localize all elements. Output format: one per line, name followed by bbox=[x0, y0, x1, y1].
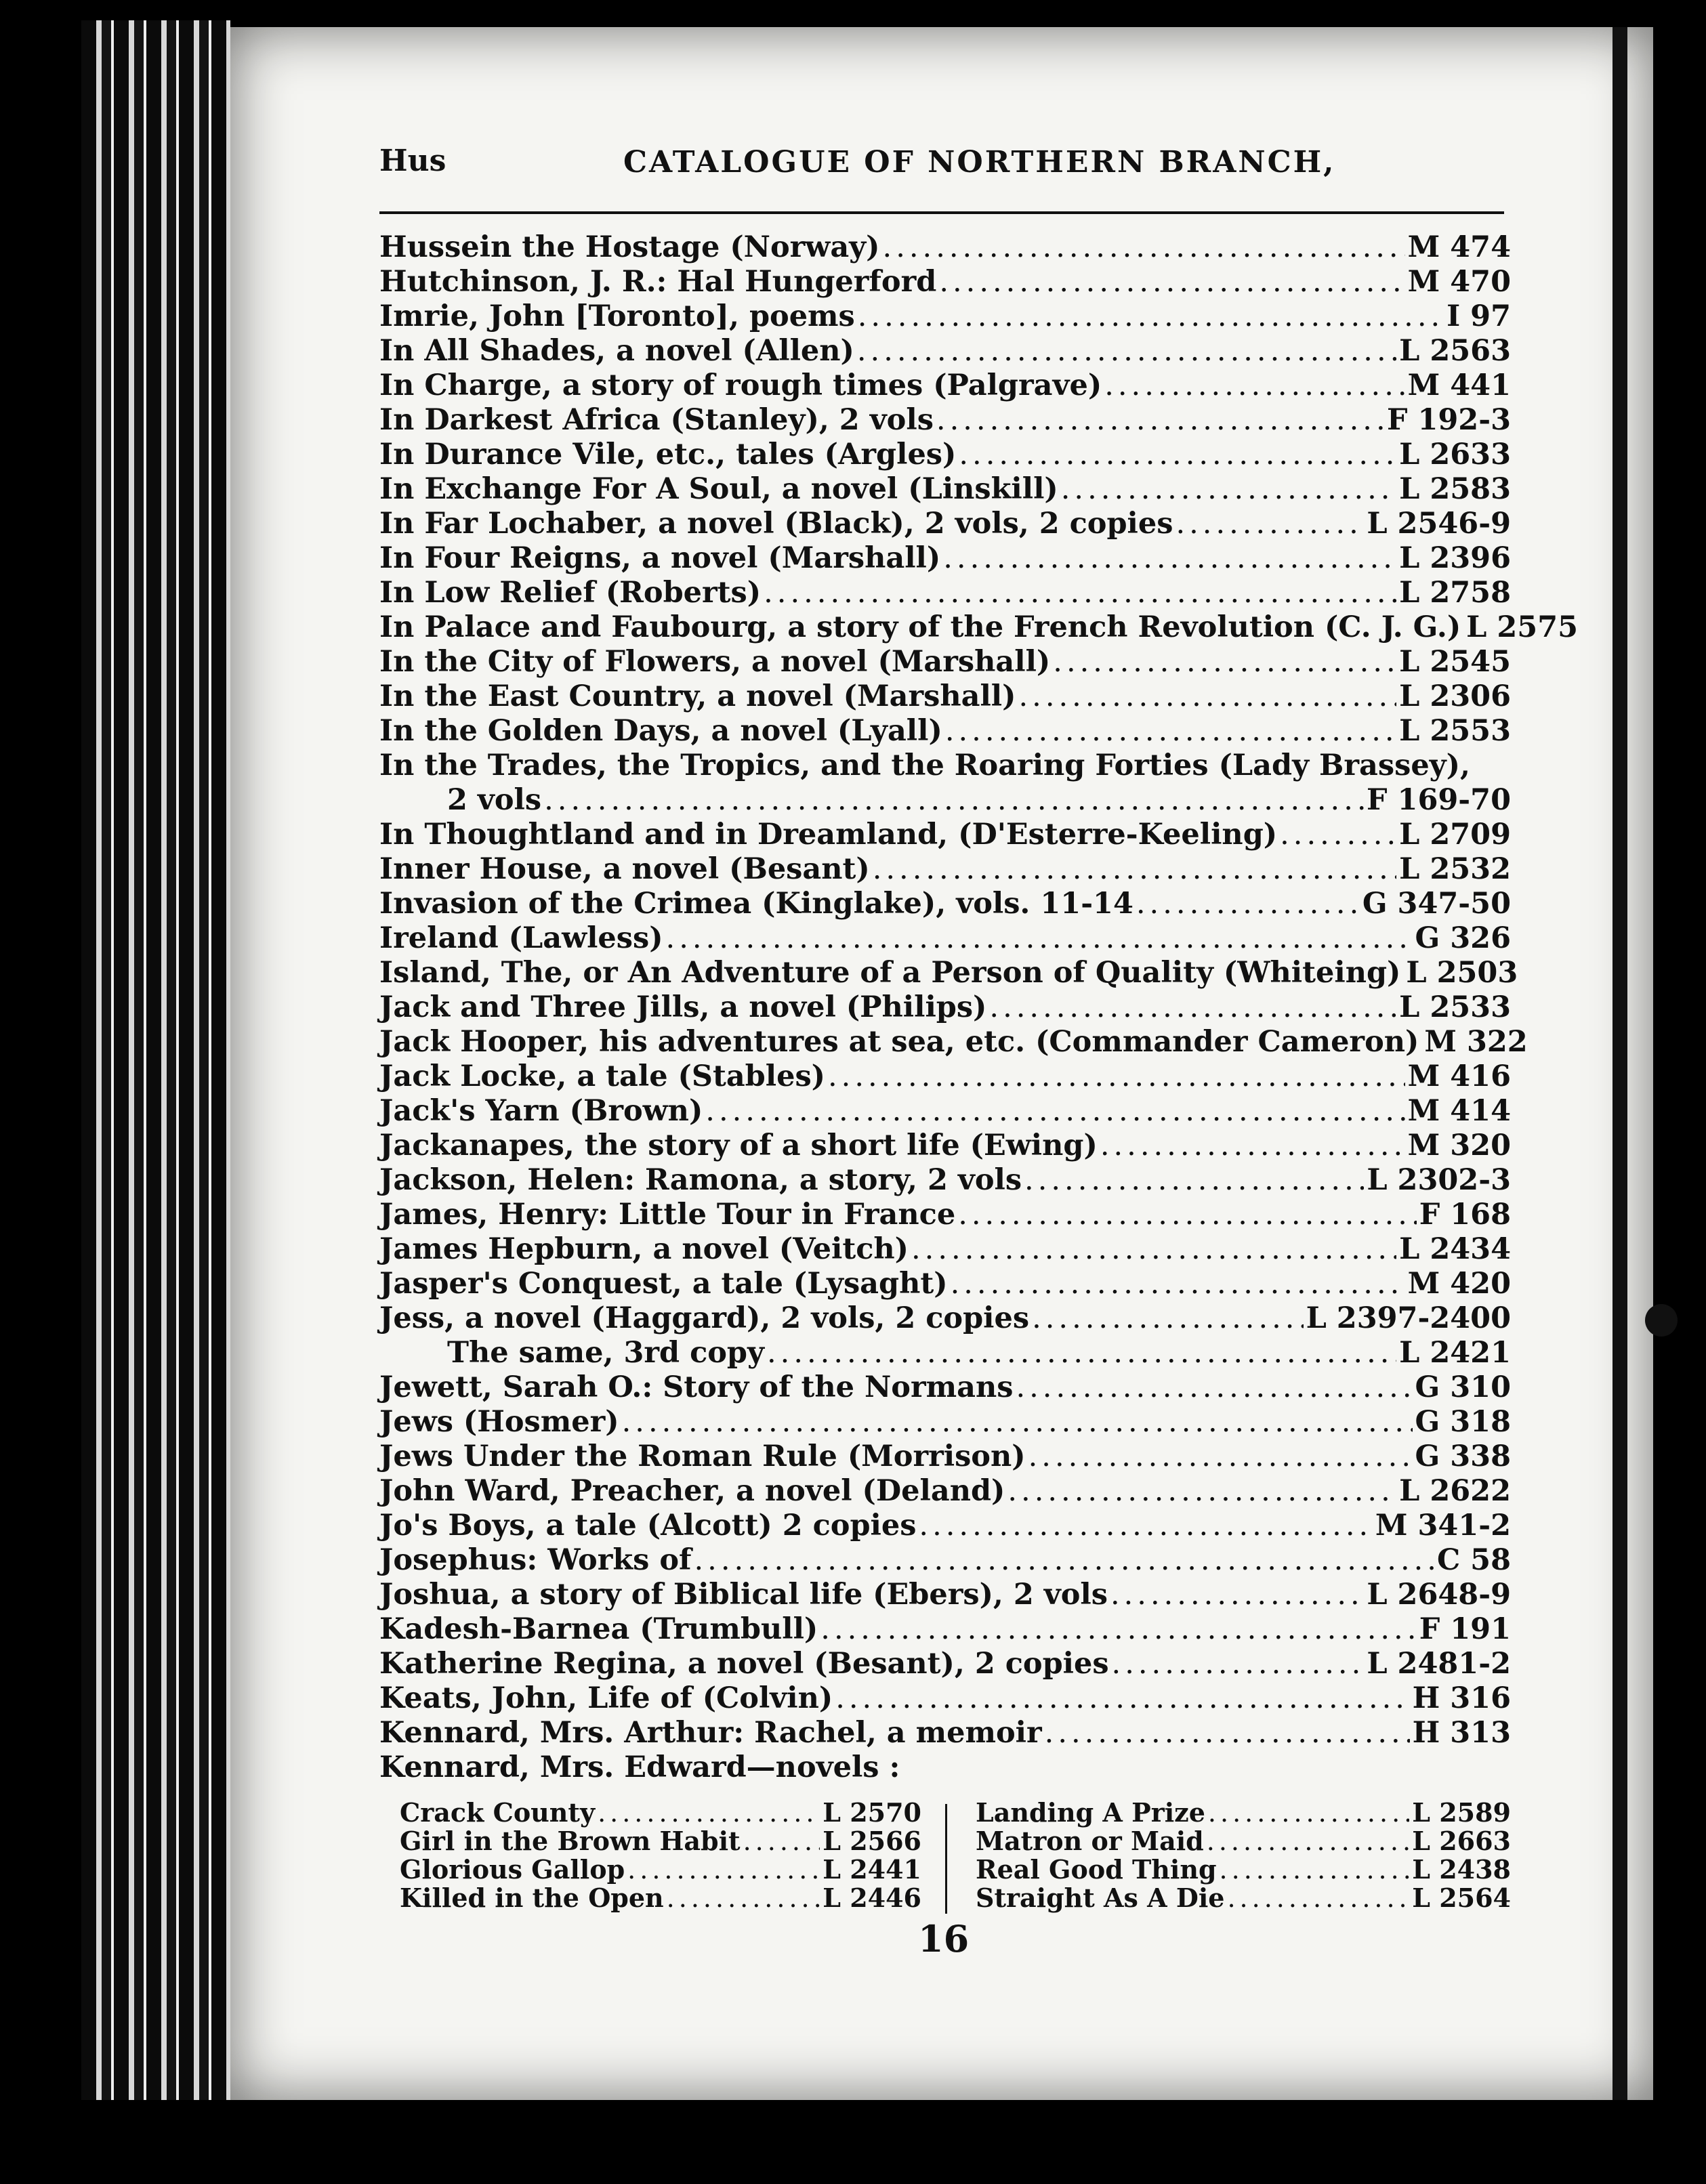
page-title: CATALOGUE OF NORTHERN BRANCH, bbox=[623, 145, 1336, 180]
header-divider bbox=[379, 211, 1504, 214]
dot-leader bbox=[911, 1232, 1396, 1267]
dot-leader bbox=[1280, 818, 1396, 852]
call-number: L 2622 bbox=[1399, 1474, 1511, 1508]
entry-title: Hussein the Hostage (Norway) bbox=[379, 230, 880, 264]
entry-title: James, Henry: Little Tour in France bbox=[379, 1198, 956, 1232]
entry-title: Katherine Regina, a novel (Besant), 2 copies bbox=[379, 1647, 1109, 1681]
dot-leader bbox=[959, 438, 1396, 472]
wrapped-entry-line-2 bbox=[379, 783, 1511, 818]
catalogue-entry bbox=[379, 610, 1579, 645]
call-number: G 318 bbox=[1415, 1405, 1511, 1439]
call-number: L 2709 bbox=[1399, 818, 1511, 852]
call-number: F 192-3 bbox=[1386, 403, 1511, 437]
entry-title: Joshua, a story of Biblical life (Ebers), 2 vols bbox=[379, 1578, 1108, 1612]
catalogue-entry bbox=[379, 230, 1511, 265]
dot-leader bbox=[705, 1094, 1405, 1129]
dot-leader bbox=[919, 1509, 1372, 1543]
entry-title: James Hepburn, a novel (Veitch) bbox=[379, 1232, 909, 1266]
entry-title: In the East Country, a novel (Marshall) bbox=[379, 679, 1016, 713]
catalogue-entry bbox=[379, 1405, 1511, 1440]
entry-title: Hutchinson, J. R.: Hal Hungerford bbox=[379, 265, 937, 299]
guide-word: Hus bbox=[379, 144, 446, 178]
dot-leader bbox=[1110, 1578, 1364, 1612]
dot-leader bbox=[1104, 369, 1405, 403]
catalogue-entry bbox=[400, 1855, 921, 1884]
call-number: M 322 bbox=[1424, 1025, 1528, 1059]
dot-leader bbox=[666, 921, 1413, 956]
entry-title: Jackson, Helen: Ramona, a story, 2 vols bbox=[379, 1163, 1022, 1197]
dot-leader bbox=[743, 1827, 820, 1855]
catalogue-entry bbox=[379, 1301, 1511, 1336]
entry-title: Jack Locke, a tale (Stables) bbox=[379, 1059, 825, 1093]
call-number: H 313 bbox=[1412, 1716, 1511, 1750]
dot-leader bbox=[627, 1855, 820, 1884]
catalogue-entry bbox=[379, 852, 1511, 887]
entry-title: Jasper's Conquest, a tale (Lysaght) bbox=[379, 1267, 948, 1301]
catalogue-entry bbox=[976, 1827, 1511, 1855]
call-number: L 2583 bbox=[1399, 472, 1511, 506]
catalogue-entry bbox=[379, 887, 1511, 921]
entry-title: Jews (Hosmer) bbox=[379, 1405, 619, 1439]
catalogue-entry bbox=[379, 679, 1511, 714]
dot-leader bbox=[1032, 1301, 1303, 1336]
dot-leader bbox=[873, 852, 1396, 887]
entry-title: Inner House, a novel (Besant) bbox=[379, 852, 870, 886]
dot-leader bbox=[1136, 887, 1360, 921]
catalogue-entry bbox=[379, 1163, 1511, 1198]
call-number: M 416 bbox=[1407, 1059, 1511, 1093]
catalogue-entry bbox=[379, 1025, 1528, 1059]
dot-leader bbox=[1028, 1440, 1413, 1474]
dot-leader bbox=[1112, 1647, 1365, 1681]
entry-title: Jews Under the Roman Rule (Morrison) bbox=[379, 1440, 1026, 1473]
call-number: M 320 bbox=[1407, 1129, 1511, 1162]
call-number: L 2533 bbox=[1399, 990, 1511, 1024]
kennard-novels-right-column bbox=[976, 1799, 1511, 1912]
catalogue-entry bbox=[379, 1612, 1511, 1647]
entry-title: In Palace and Faubourg, a story of the French Revolution (C. J. G.) bbox=[379, 610, 1461, 644]
dot-leader bbox=[1061, 472, 1396, 507]
call-number: L 2446 bbox=[823, 1883, 921, 1913]
catalogue-entry bbox=[400, 1827, 921, 1855]
page-number: 16 bbox=[918, 1917, 970, 1960]
entry-title: Jack's Yarn (Brown) bbox=[379, 1094, 703, 1128]
entry-title: John Ward, Preacher, a novel (Deland) bbox=[379, 1474, 1005, 1508]
dot-leader bbox=[622, 1405, 1413, 1440]
catalogue-entry bbox=[379, 921, 1511, 956]
call-number: M 341-2 bbox=[1375, 1509, 1511, 1542]
catalogue-entry bbox=[379, 1509, 1511, 1543]
entry-title: Kadesh-Barnea (Trumbull) bbox=[379, 1612, 818, 1646]
dot-leader bbox=[835, 1681, 1409, 1716]
entry-title: Matron or Maid bbox=[976, 1826, 1204, 1856]
column-divider bbox=[945, 1804, 947, 1914]
entry-title: Glorious Gallop bbox=[400, 1854, 625, 1885]
catalogue-entry bbox=[379, 472, 1511, 507]
call-number: L 2434 bbox=[1399, 1232, 1511, 1266]
entry-title: Real Good Thing bbox=[976, 1854, 1217, 1885]
wrapped-entry-line-1: In the Trades, the Tropics, and the Roaring Forties (Lady Brassey), bbox=[379, 749, 1470, 782]
dot-leader bbox=[667, 1884, 820, 1912]
entry-list-2 bbox=[379, 818, 1528, 1750]
entry-title: Island, The, or An Adventure of a Person of Quality (Whiteing) bbox=[379, 956, 1401, 990]
dot-leader bbox=[820, 1612, 1416, 1647]
entry-title: In Far Lochaber, a novel (Black), 2 vols, 2 copies bbox=[379, 507, 1173, 541]
catalogue-entry bbox=[976, 1855, 1511, 1884]
catalogue-entry bbox=[379, 507, 1511, 541]
entry-title: In Charge, a story of rough times (Palgrave) bbox=[379, 369, 1102, 402]
catalogue-entry bbox=[379, 1543, 1511, 1578]
entry-title: Landing A Prize bbox=[976, 1797, 1205, 1828]
dot-leader bbox=[767, 1336, 1396, 1370]
catalogue-entry bbox=[379, 265, 1511, 299]
call-number: F 169-70 bbox=[1367, 783, 1511, 817]
catalogue-entry bbox=[379, 1716, 1511, 1750]
catalogue-entries bbox=[379, 230, 1579, 1785]
call-number: F 191 bbox=[1419, 1612, 1511, 1646]
catalogue-entry bbox=[379, 369, 1511, 403]
entry-title: In Exchange For A Soul, a novel (Linskill) bbox=[379, 472, 1058, 506]
call-number: G 347-50 bbox=[1362, 887, 1511, 921]
call-number: I 97 bbox=[1447, 299, 1511, 333]
entry-title: In the City of Flowers, a novel (Marshall) bbox=[379, 645, 1051, 679]
entry-title: Jack and Three Jills, a novel (Philips) bbox=[379, 990, 987, 1024]
entry-title: The same, 3rd copy bbox=[447, 1336, 764, 1370]
catalogue-entry bbox=[379, 645, 1511, 679]
dot-leader bbox=[694, 1543, 1434, 1578]
kennard-novels-left-column bbox=[400, 1799, 921, 1912]
dot-leader bbox=[858, 299, 1444, 334]
catalogue-entry bbox=[379, 1336, 1511, 1370]
dot-leader bbox=[857, 334, 1396, 369]
dot-leader bbox=[883, 230, 1405, 265]
call-number: H 316 bbox=[1412, 1681, 1511, 1715]
entry-title: In Low Relief (Roberts) bbox=[379, 576, 762, 610]
dot-leader bbox=[764, 576, 1396, 610]
book-spine-edge bbox=[81, 20, 230, 2100]
dot-leader bbox=[1018, 679, 1396, 714]
catalogue-entry bbox=[379, 438, 1511, 472]
entry-title: Imrie, John [Toronto], poems bbox=[379, 299, 855, 333]
kennard-novels bbox=[400, 1799, 1511, 1920]
dot-leader bbox=[936, 403, 1384, 438]
catalogue-entry bbox=[379, 1370, 1511, 1405]
call-number: C 58 bbox=[1436, 1543, 1511, 1577]
call-number: L 2421 bbox=[1399, 1336, 1511, 1370]
call-number: L 2570 bbox=[823, 1797, 921, 1828]
call-number: L 2503 bbox=[1406, 956, 1518, 990]
dot-leader bbox=[945, 714, 1396, 749]
dot-leader bbox=[1176, 507, 1364, 541]
call-number: F 168 bbox=[1419, 1198, 1511, 1232]
call-number: M 470 bbox=[1407, 265, 1511, 299]
catalogue-entry bbox=[379, 1129, 1511, 1163]
dot-leader bbox=[1207, 1827, 1410, 1855]
dot-leader bbox=[943, 541, 1396, 576]
catalogue-entry bbox=[400, 1884, 921, 1912]
dot-leader bbox=[989, 990, 1396, 1025]
dot-leader bbox=[939, 265, 1405, 299]
catalogue-entry bbox=[379, 1094, 1511, 1129]
call-number: L 2302-3 bbox=[1367, 1163, 1511, 1197]
dot-leader bbox=[1016, 1370, 1412, 1405]
ink-blot bbox=[1645, 1304, 1678, 1337]
entry-title: Jo's Boys, a tale (Alcott) 2 copies bbox=[379, 1509, 917, 1542]
call-number: M 441 bbox=[1407, 369, 1511, 402]
entry-title: Keats, John, Life of (Colvin) bbox=[379, 1681, 833, 1715]
call-number: M 474 bbox=[1407, 230, 1511, 264]
dot-leader bbox=[958, 1198, 1417, 1232]
call-number: L 2397-2400 bbox=[1306, 1301, 1511, 1335]
catalogue-entry bbox=[379, 1267, 1511, 1301]
call-number: L 2441 bbox=[823, 1854, 921, 1885]
entry-title: In All Shades, a novel (Allen) bbox=[379, 334, 854, 368]
entry-list-1 bbox=[379, 230, 1579, 749]
call-number: L 2575 bbox=[1466, 610, 1579, 644]
catalogue-entry bbox=[379, 1198, 1511, 1232]
catalogue-entry bbox=[379, 334, 1511, 369]
call-number: L 2648-9 bbox=[1367, 1578, 1511, 1612]
entry-title: Invasion of the Crimea (Kinglake), vols. 11-14 bbox=[379, 887, 1133, 921]
dot-leader bbox=[598, 1799, 820, 1827]
entry-title: Jack Hooper, his adventures at sea, etc. (Commander Cameron) bbox=[379, 1025, 1419, 1059]
dot-leader bbox=[1053, 645, 1396, 679]
dot-leader bbox=[1208, 1799, 1409, 1827]
entry-title: Crack County bbox=[400, 1797, 596, 1828]
entry-title: Josephus: Works of bbox=[379, 1543, 692, 1577]
kennard-heading: Kennard, Mrs. Edward—novels : bbox=[379, 1750, 900, 1784]
entry-title: Jackanapes, the story of a short life (Ewing) bbox=[379, 1129, 1098, 1162]
page-edge-rule bbox=[1613, 27, 1627, 2100]
dot-leader bbox=[1220, 1855, 1410, 1884]
catalogue-entry bbox=[976, 1799, 1511, 1827]
call-number: L 2563 bbox=[1399, 334, 1511, 368]
call-number: L 2438 bbox=[1412, 1854, 1511, 1885]
call-number: M 420 bbox=[1407, 1267, 1511, 1301]
catalogue-entry bbox=[400, 1799, 921, 1827]
dot-leader bbox=[544, 783, 1364, 818]
catalogue-entry bbox=[379, 1232, 1511, 1267]
call-number: G 310 bbox=[1415, 1370, 1511, 1404]
call-number: L 2396 bbox=[1399, 541, 1511, 575]
dot-leader bbox=[951, 1267, 1405, 1301]
catalogue-entry bbox=[379, 818, 1511, 852]
entry-title: In the Golden Days, a novel (Lyall) bbox=[379, 714, 942, 748]
entry-title: In Four Reigns, a novel (Marshall) bbox=[379, 541, 941, 575]
call-number: L 2633 bbox=[1399, 438, 1511, 471]
entry-title: Killed in the Open bbox=[400, 1883, 664, 1913]
dot-leader bbox=[1100, 1129, 1405, 1163]
catalogue-entry bbox=[379, 1440, 1511, 1474]
page-header bbox=[379, 135, 1504, 183]
dot-leader bbox=[828, 1059, 1405, 1094]
entry-title: In Darkest Africa (Stanley), 2 vols bbox=[379, 403, 934, 437]
call-number: M 414 bbox=[1407, 1094, 1511, 1128]
catalogue-entry bbox=[379, 576, 1511, 610]
call-number: L 2481-2 bbox=[1367, 1647, 1511, 1681]
call-number: L 2663 bbox=[1412, 1826, 1511, 1856]
entry-title: Girl in the Brown Habit bbox=[400, 1826, 741, 1856]
entry-title: Ireland (Lawless) bbox=[379, 921, 663, 955]
catalogue-entry bbox=[379, 956, 1518, 990]
entry-title: Kennard, Mrs. Arthur: Rachel, a memoir bbox=[379, 1716, 1042, 1750]
entry-title: In Thoughtland and in Dreamland, (D'Esterre-Keeling) bbox=[379, 818, 1278, 852]
catalogue-entry bbox=[379, 714, 1511, 749]
entry-title: Jewett, Sarah O.: Story of the Normans bbox=[379, 1370, 1014, 1404]
entry-title: Straight As A Die bbox=[976, 1883, 1225, 1913]
catalogue-entry bbox=[379, 299, 1511, 334]
entry-title: 2 vols bbox=[447, 783, 542, 817]
catalogue-entry bbox=[976, 1884, 1511, 1912]
catalogue-entry bbox=[379, 1474, 1511, 1509]
call-number: L 2306 bbox=[1399, 679, 1511, 713]
catalogue-entry bbox=[379, 541, 1511, 576]
call-number: L 2532 bbox=[1399, 852, 1511, 886]
catalogue-entry bbox=[379, 1059, 1511, 1094]
call-number: L 2566 bbox=[823, 1826, 921, 1856]
call-number: L 2589 bbox=[1412, 1797, 1511, 1828]
entry-title: Jess, a novel (Haggard), 2 vols, 2 copies bbox=[379, 1301, 1030, 1335]
catalogue-entry bbox=[379, 403, 1511, 438]
call-number: L 2553 bbox=[1399, 714, 1511, 748]
catalogue-entry bbox=[379, 1681, 1511, 1716]
entry-title: In Durance Vile, etc., tales (Argles) bbox=[379, 438, 957, 471]
dot-leader bbox=[1045, 1716, 1410, 1750]
catalogue-entry bbox=[379, 1647, 1511, 1681]
dot-leader bbox=[1024, 1163, 1364, 1198]
call-number: L 2564 bbox=[1412, 1883, 1511, 1913]
call-number: L 2758 bbox=[1399, 576, 1511, 610]
call-number: G 338 bbox=[1415, 1440, 1511, 1473]
dot-leader bbox=[1007, 1474, 1396, 1509]
call-number: G 326 bbox=[1415, 921, 1511, 955]
call-number: L 2546-9 bbox=[1367, 507, 1511, 541]
catalogue-entry bbox=[379, 990, 1511, 1025]
call-number: L 2545 bbox=[1399, 645, 1511, 679]
dot-leader bbox=[1227, 1884, 1409, 1912]
catalogue-entry bbox=[379, 1578, 1511, 1612]
